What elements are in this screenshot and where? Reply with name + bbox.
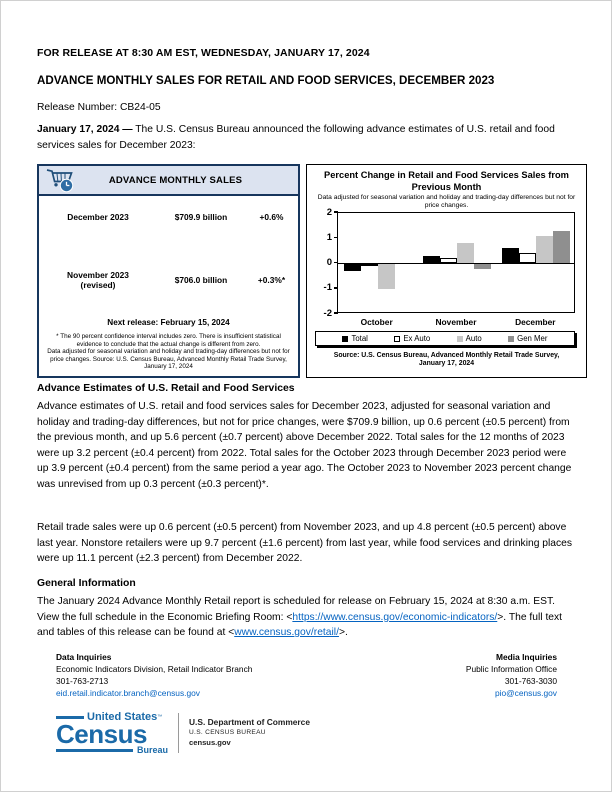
chart-x-axis-labels	[337, 317, 575, 327]
release-number: Release Number: CB24-05	[37, 102, 161, 113]
y-tick-label: 0	[326, 257, 332, 268]
bar-gen-mer-november	[474, 264, 491, 269]
infobox-title: ADVANCE MONTHLY SALES	[108, 174, 243, 186]
intro-date: January 17, 2024 —	[37, 124, 133, 135]
legend-item-gen-mer	[508, 334, 547, 343]
bar-ex-auto-december	[519, 253, 536, 263]
legend-item-auto	[457, 334, 482, 343]
percent-change: +0.6%	[259, 212, 284, 222]
logo-census: Census	[56, 719, 147, 749]
section-heading-general-information: General Information	[37, 578, 136, 589]
legend-item-ex-auto	[394, 334, 430, 343]
bar-total-november	[423, 256, 440, 264]
legend-marker	[342, 336, 348, 342]
x-category-label-december: December	[515, 317, 556, 327]
legend-marker	[394, 336, 400, 342]
logo-trademark: ™	[157, 714, 163, 720]
legend-marker	[457, 336, 463, 342]
intro-paragraph	[37, 122, 578, 153]
logo-divider	[178, 713, 179, 753]
dept-of-commerce-line: U.S. Department of Commerce	[189, 717, 310, 728]
adjustment-source-footnote: Data adjusted for seasonal variation and holiday and trading-day differences but not for price changes. Source: U.S. Census Bureau, Advanced Monthly Retail Trade Survey, January 17, 2024	[47, 348, 290, 370]
legend-label: Auto	[465, 334, 482, 343]
media-inquiries-office: Public Information Office	[465, 664, 557, 674]
paragraph-retail-trade: Retail trade sales were up 0.6 percent (±0.5 percent) from November 2023, and up 4.8 percent (±0.5 percent) above last year. Nonstore retailers were up 9.7 percent (±1.6 percent) from last year, while food services and drinking places were up 11.1 percent (±2.3 percent) from December 2022.	[37, 522, 573, 564]
data-inquiries-heading: Data Inquiries	[56, 652, 112, 662]
data-inquiries-block	[37, 651, 252, 699]
census-bureau-logo	[56, 711, 168, 755]
data-inquiries-division: Economic Indicators Division, Retail Indicator Branch	[56, 664, 253, 674]
chart-subtitle: Data adjusted for seasonal variation and holiday and trading-day differences but not for price changes.	[317, 194, 576, 210]
intro-text: The U.S. Census Bureau announced the following advance estimates of U.S. retail and food services sales for December 2023:	[37, 124, 555, 151]
percent-change: +0.3%*	[257, 275, 286, 285]
media-inquiries-phone: 301-763-3030	[504, 676, 557, 686]
bar-total-october	[344, 264, 361, 272]
census-retail-link[interactable]: www.census.gov/retail/	[234, 627, 339, 638]
bar-auto-october	[378, 264, 395, 289]
infographic-band	[37, 164, 587, 378]
logo-united-states: United States	[87, 711, 158, 723]
legend-label: Gen Mer	[517, 334, 548, 343]
bar-gen-mer-december	[553, 231, 570, 264]
bar-auto-november	[457, 243, 474, 263]
cart-clock-icon	[39, 167, 83, 193]
release-timing-line: FOR RELEASE AT 8:30 AM EST, WEDNESDAY, JANUARY 17, 2024	[37, 47, 370, 59]
legend-marker	[508, 336, 514, 342]
bar-total-december	[502, 248, 519, 263]
percent-change-chart	[306, 164, 587, 378]
census-gov-line: census.gov	[189, 738, 231, 748]
chart-plot-area	[337, 212, 575, 313]
bar-auto-december	[536, 236, 553, 264]
census-bureau-caps-line: U.S. CENSUS BUREAU	[189, 728, 266, 736]
media-inquiries-heading: Media Inquiries	[496, 652, 557, 662]
sales-value: $709.9 billion	[174, 212, 228, 222]
paragraph-advance-estimates: Advance estimates of U.S. retail and food services sales for December 2023, adjusted for seasonal variation and holiday and trading-day differences, but not for price changes, were $709.9 billion, up 0.6 percent (±0.5 percent) from the previous month, and up 5.6 percent (±0.7 percent) above December 2022. Total sales for the 12 months of 2023 were up 3.2 percent (±0.4 percent) from 2022. Total sales for the October 2023 through December 2023 period were up 3.9 percent (±0.4 percent) from the same period a year ago. The October 2023 to November 2023 percent change was unrevised from up 0.3 percent (±0.3 percent)*.	[37, 401, 572, 490]
economic-indicators-link[interactable]: https://www.census.gov/economic-indicators/	[292, 611, 498, 623]
next-release-line: Next release: February 15, 2024	[107, 318, 230, 327]
contacts-section	[37, 651, 577, 699]
bar-ex-auto-october	[361, 264, 378, 267]
infobox-footnotes	[44, 333, 293, 371]
legend-item-total	[342, 334, 367, 343]
media-inquiries-email-link[interactable]: pio@census.gov	[494, 688, 557, 698]
legend-label: Ex Auto	[403, 334, 431, 343]
logo-bar-bottom	[56, 749, 133, 752]
sales-value: $706.0 billion	[174, 275, 228, 285]
bar-ex-auto-november	[440, 258, 457, 263]
confidence-footnote: * The 90 percent confidence interval includes zero. There is insufficient statistical evidence to conclude that the actual change is different from zero.	[56, 333, 281, 348]
logo-bureau: Bureau	[136, 745, 168, 755]
period-label: December 2023	[67, 212, 129, 222]
legend-label: Total	[351, 334, 368, 343]
x-category-label-october: October	[360, 317, 393, 327]
y-tick-label: 1	[326, 231, 332, 243]
infobox-header	[39, 166, 298, 196]
footer-branding	[56, 711, 310, 755]
paragraph-general-information: The January 2024 Advance Monthly Retail report is scheduled for release on February 15, 2024 at 8:30 a.m. EST. View the full schedule in the Economic Briefing Room: <https://www.census.gov/economic-indicators/>. The full text and tables of this release can be found at <www.census.gov/retail/>.	[37, 596, 563, 638]
document-title: ADVANCE MONTHLY SALES FOR RETAIL AND FOOD SERVICES, DECEMBER 2023	[37, 74, 495, 87]
period-label: November 2023 (revised)	[67, 270, 129, 290]
chart-source: Source: U.S. Census Bureau, Advanced Monthly Retail Trade Survey, January 17, 2024	[333, 352, 560, 368]
advance-monthly-sales-box	[37, 164, 300, 378]
y-tick-label: -2	[323, 307, 332, 319]
chart-title: Percent Change in Retail and Food Services Sales from Previous Month	[324, 170, 569, 192]
y-tick-label: -1	[323, 282, 332, 294]
sales-row-december	[39, 212, 298, 222]
chart-legend	[315, 331, 575, 346]
data-inquiries-email-link[interactable]: eid.retail.indicator.branch@census.gov	[56, 688, 200, 698]
commerce-text-block	[189, 717, 310, 749]
media-inquiries-block	[466, 651, 577, 699]
section-heading-advance-estimates: Advance Estimates of U.S. Retail and Food Services	[37, 383, 295, 394]
sales-row-november	[39, 270, 298, 290]
y-tick-label: 2	[326, 206, 332, 218]
x-category-label-november: November	[435, 317, 477, 327]
data-inquiries-phone: 301-763-2713	[56, 676, 109, 686]
infobox-body	[39, 196, 298, 374]
